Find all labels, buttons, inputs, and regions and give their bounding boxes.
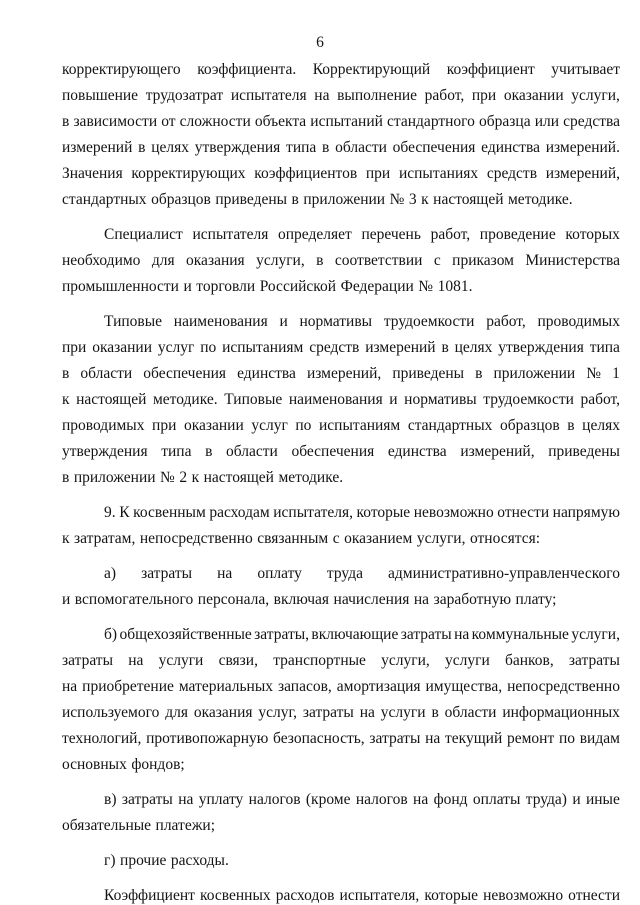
word: и [279,313,288,330]
word: платежи; [155,817,216,834]
word: уплату [198,791,244,808]
text-line [62,87,620,105]
word: Типовые [104,313,163,330]
word: работ, [486,313,526,330]
text-line [104,887,620,905]
word: перечень [361,226,421,243]
word: типа [161,443,192,460]
word: в [431,704,439,721]
word: стандартных [62,191,147,208]
text-line [104,626,620,644]
text-line [104,313,620,331]
word: в [138,139,146,156]
word: целях [151,139,189,156]
word: налогов [355,791,408,808]
word: измерений [62,139,133,156]
word: измерений, [306,365,382,382]
word: коммунальные [471,626,569,643]
word: оплаты [472,791,521,808]
word: зависимости [73,113,158,130]
word: затраты [62,652,113,669]
word: в [316,252,324,269]
word: Российской [259,278,337,295]
word: обязательные [62,817,152,834]
word: наименования [173,313,268,330]
word: косвенным [133,504,206,521]
word: на [217,565,233,582]
word: материальных [178,678,274,695]
word: области [335,139,387,156]
word: основных [62,756,127,773]
word: г) [104,852,116,869]
word: оказанием [344,530,413,547]
word: утверждения [498,339,584,356]
word: услуг [157,339,195,356]
word: к [62,530,70,547]
word: оказания [186,252,245,269]
word: с [433,252,441,269]
word: на [454,626,470,643]
word: затраты [141,565,193,582]
word: корректирующего [62,61,181,78]
word: налогов [248,791,301,808]
text-line [62,678,620,696]
word: стандартного [387,113,475,130]
word: наименования [288,391,383,408]
word: № [418,278,434,295]
word: связи, [218,652,258,669]
word: затраты [568,652,620,669]
word: по [558,730,575,747]
word: стандартных [407,417,493,434]
word: начисления [333,591,410,608]
word: транспортные [273,652,366,669]
word: ремонт [506,730,555,747]
word: противопожарную [146,730,269,747]
word: торговли [196,278,256,295]
word: Корректирующий [312,61,431,78]
word: учитывает [551,61,620,78]
word: на [425,730,441,747]
word: 9. [104,504,116,521]
word: образцов [151,191,211,208]
word: в [205,443,213,460]
word: расходов [275,887,335,904]
word: услуг, [258,704,297,721]
word: измерений [365,339,436,356]
word: № [160,469,175,486]
word: 1081. [437,278,473,295]
word: и [389,391,398,408]
word: образцов [499,417,560,434]
word: связанным [257,530,329,547]
text-line [62,817,215,835]
word: корректирующих [131,165,246,182]
word: повышение [62,87,139,104]
word: области [226,443,278,460]
word: оказании [92,339,153,356]
word: оказании [183,417,244,434]
word: образца [479,113,531,130]
word: работ, [424,87,465,104]
word: услуг [251,417,288,434]
text-line [62,443,620,461]
word: и [62,591,71,608]
word: приложении [303,191,386,208]
word: единства [481,139,540,156]
word: прочие [120,852,167,869]
word: включающие [311,626,399,643]
word: измерений. [545,139,620,156]
word: в [322,139,330,156]
text-line [104,226,620,244]
word: плату; [515,591,557,608]
word: в [62,113,70,130]
word: в [475,365,483,382]
word: вспомогательного [74,591,194,608]
word: затратам, [74,530,136,547]
word: объекта [254,113,307,130]
word: обеспечения [291,443,375,460]
word: по [295,417,312,434]
word: включая [273,591,330,608]
word: персонала, [197,591,270,608]
word: утверждения [194,139,281,156]
word: к [191,469,200,486]
text-line [62,61,620,79]
word: в [441,339,449,356]
word: средства [563,113,620,130]
word: информационных [502,704,620,721]
text-line [62,730,620,748]
word: услуги, [571,87,620,104]
word: № [586,365,602,382]
text-line [62,139,620,157]
word: заработную [433,591,512,608]
word: области [80,365,133,382]
text-line [62,165,620,183]
word: отнести [568,887,620,904]
word: испытателя, [339,887,420,904]
word: средств [486,165,538,182]
word: услуги, [381,652,430,669]
word: на [359,704,375,721]
word: имущества, [425,678,503,695]
word: проводимых [62,417,145,434]
text-line [62,252,620,270]
word: единства [237,365,296,382]
text-line [62,469,343,487]
word: методике. [152,391,218,408]
word: на [413,591,430,608]
word: текущий [445,730,503,747]
word: приложении [73,469,156,486]
word: обеспечения [392,139,476,156]
word: затраты [369,730,421,747]
word: напрямую [552,504,620,521]
word: сложности [179,113,251,130]
word: отнести [497,504,550,521]
word: оказания [193,704,253,721]
word: типа [286,139,317,156]
word: нормативы [404,391,477,408]
word: в [567,417,575,434]
word: № [389,191,405,208]
word: административно-управленческого [388,565,620,582]
word: к [421,191,429,208]
word: при [62,339,87,356]
text-line [62,278,472,296]
word: которых [565,226,620,243]
word: проведение [479,226,556,243]
word: фонд [433,791,468,808]
word: при [365,165,391,182]
word: соответствии [334,252,423,269]
word: методике. [508,191,573,208]
text-line [62,391,620,409]
word: настоящей [76,391,147,408]
word: утверждения [62,443,148,460]
word: работ, [580,391,620,408]
word: измерений, [545,165,620,182]
word: настоящей [433,191,504,208]
word: Министерства [525,252,620,269]
word: затраты, [254,626,310,643]
text-line [62,704,620,722]
word: приведены [215,191,288,208]
word: или [534,113,560,130]
word: нормативы [299,313,373,330]
word: которые [356,504,411,521]
word: приложении [493,365,576,382]
word: в [62,365,70,382]
text-line [62,339,620,357]
word: оказании [503,87,564,104]
text-line [104,565,620,583]
word: трудоемкости [483,391,574,408]
word: 1 [612,365,620,382]
word: К [119,504,130,521]
word: определяет [278,226,352,243]
word: услуги [158,652,204,669]
word: услуги, [256,252,305,269]
text-line [62,365,620,383]
word: проводимых [537,313,620,330]
word: на [314,87,330,104]
word: услуги [444,652,490,669]
word: выполнение [337,87,418,104]
word: единства [387,443,447,460]
word: б) [104,626,118,643]
word: трудоемкости [383,313,475,330]
text-line [62,591,556,609]
word: коэффициента. [197,61,297,78]
word: непосредственно [507,678,620,695]
word: обеспечения [143,365,227,382]
word: с [332,530,340,547]
text-line [104,791,620,809]
word: непосредственно [139,530,253,547]
word: технологий, [62,730,142,747]
word: амортизация [336,678,421,695]
word: иные [585,791,620,808]
word: видам [579,730,620,747]
word: 2 [179,469,188,486]
word: испытателя, [273,504,353,521]
word: трудозатрат [145,87,224,104]
word: приведены [548,443,620,460]
word: коэффициентов [254,165,358,182]
word: измерений, [460,443,535,460]
word: испытателя [192,226,269,243]
word: испытаниях [398,165,479,182]
word: в [291,191,299,208]
word: необходимо [62,252,141,269]
word: коэффициент [446,61,535,78]
word: типа [589,339,620,356]
word: расходам [209,504,270,521]
word: относятся: [469,530,541,547]
text-line [62,191,573,209]
word: для [165,704,188,721]
word: невозможно [413,504,494,521]
word: средств [309,339,360,356]
word: и [572,791,581,808]
word: запасов, [278,678,332,695]
word: общехозяйственные [119,626,252,643]
word: области [444,704,497,721]
word: приобретение [82,678,174,695]
word: затраты [302,704,354,721]
word: которые [424,887,479,904]
word: безопасность, [273,730,365,747]
word: оплату [257,565,302,582]
word: испытаниям [318,417,401,434]
word: услуги, [571,626,620,643]
word: 3 [408,191,417,208]
word: на [413,791,429,808]
word: Типовые [224,391,283,408]
word: на [178,791,194,808]
word: используемого [62,704,160,721]
word: Значения [62,165,123,182]
word: затраты [121,791,173,808]
word: целях [582,417,620,434]
word: испытаниям [222,339,304,356]
word: услуги, [416,530,466,547]
text-line [62,113,620,131]
word: испытаний [310,113,383,130]
word: а) [104,565,117,582]
word: испытателя [230,87,307,104]
word: фондов; [131,756,185,773]
word: настоящей [203,469,274,486]
word: в [62,469,70,486]
word: при [471,87,497,104]
word: (кроме [305,791,351,808]
word: промышленности [62,278,179,295]
text-line [62,417,620,435]
word: на [128,652,144,669]
text-line [62,652,620,670]
page-number: 6 [316,34,324,51]
word: работ, [430,226,471,243]
word: труда [326,565,363,582]
word: Коэффициент [104,887,195,904]
text-line [62,756,185,774]
word: затраты [400,626,452,643]
word: Федерации [340,278,414,295]
text-line [62,530,540,548]
word: Специалист [104,226,183,243]
word: приказом [452,252,514,269]
word: косвенных [200,887,271,904]
word: приведены [392,365,465,382]
word: в) [104,791,117,808]
word: расходы. [170,852,229,869]
word: для [151,252,175,269]
word: по [200,339,217,356]
word: невозможно [483,887,564,904]
word: методике. [278,469,344,486]
word: целях [454,339,493,356]
word: и [183,278,192,295]
word: услуги [380,704,426,721]
text-line [104,504,620,522]
word: на [62,678,78,695]
text-line [104,852,229,870]
word: к [62,391,70,408]
word: труда) [525,791,567,808]
word: от [161,113,176,130]
word: банков, [504,652,554,669]
word: при [152,417,177,434]
